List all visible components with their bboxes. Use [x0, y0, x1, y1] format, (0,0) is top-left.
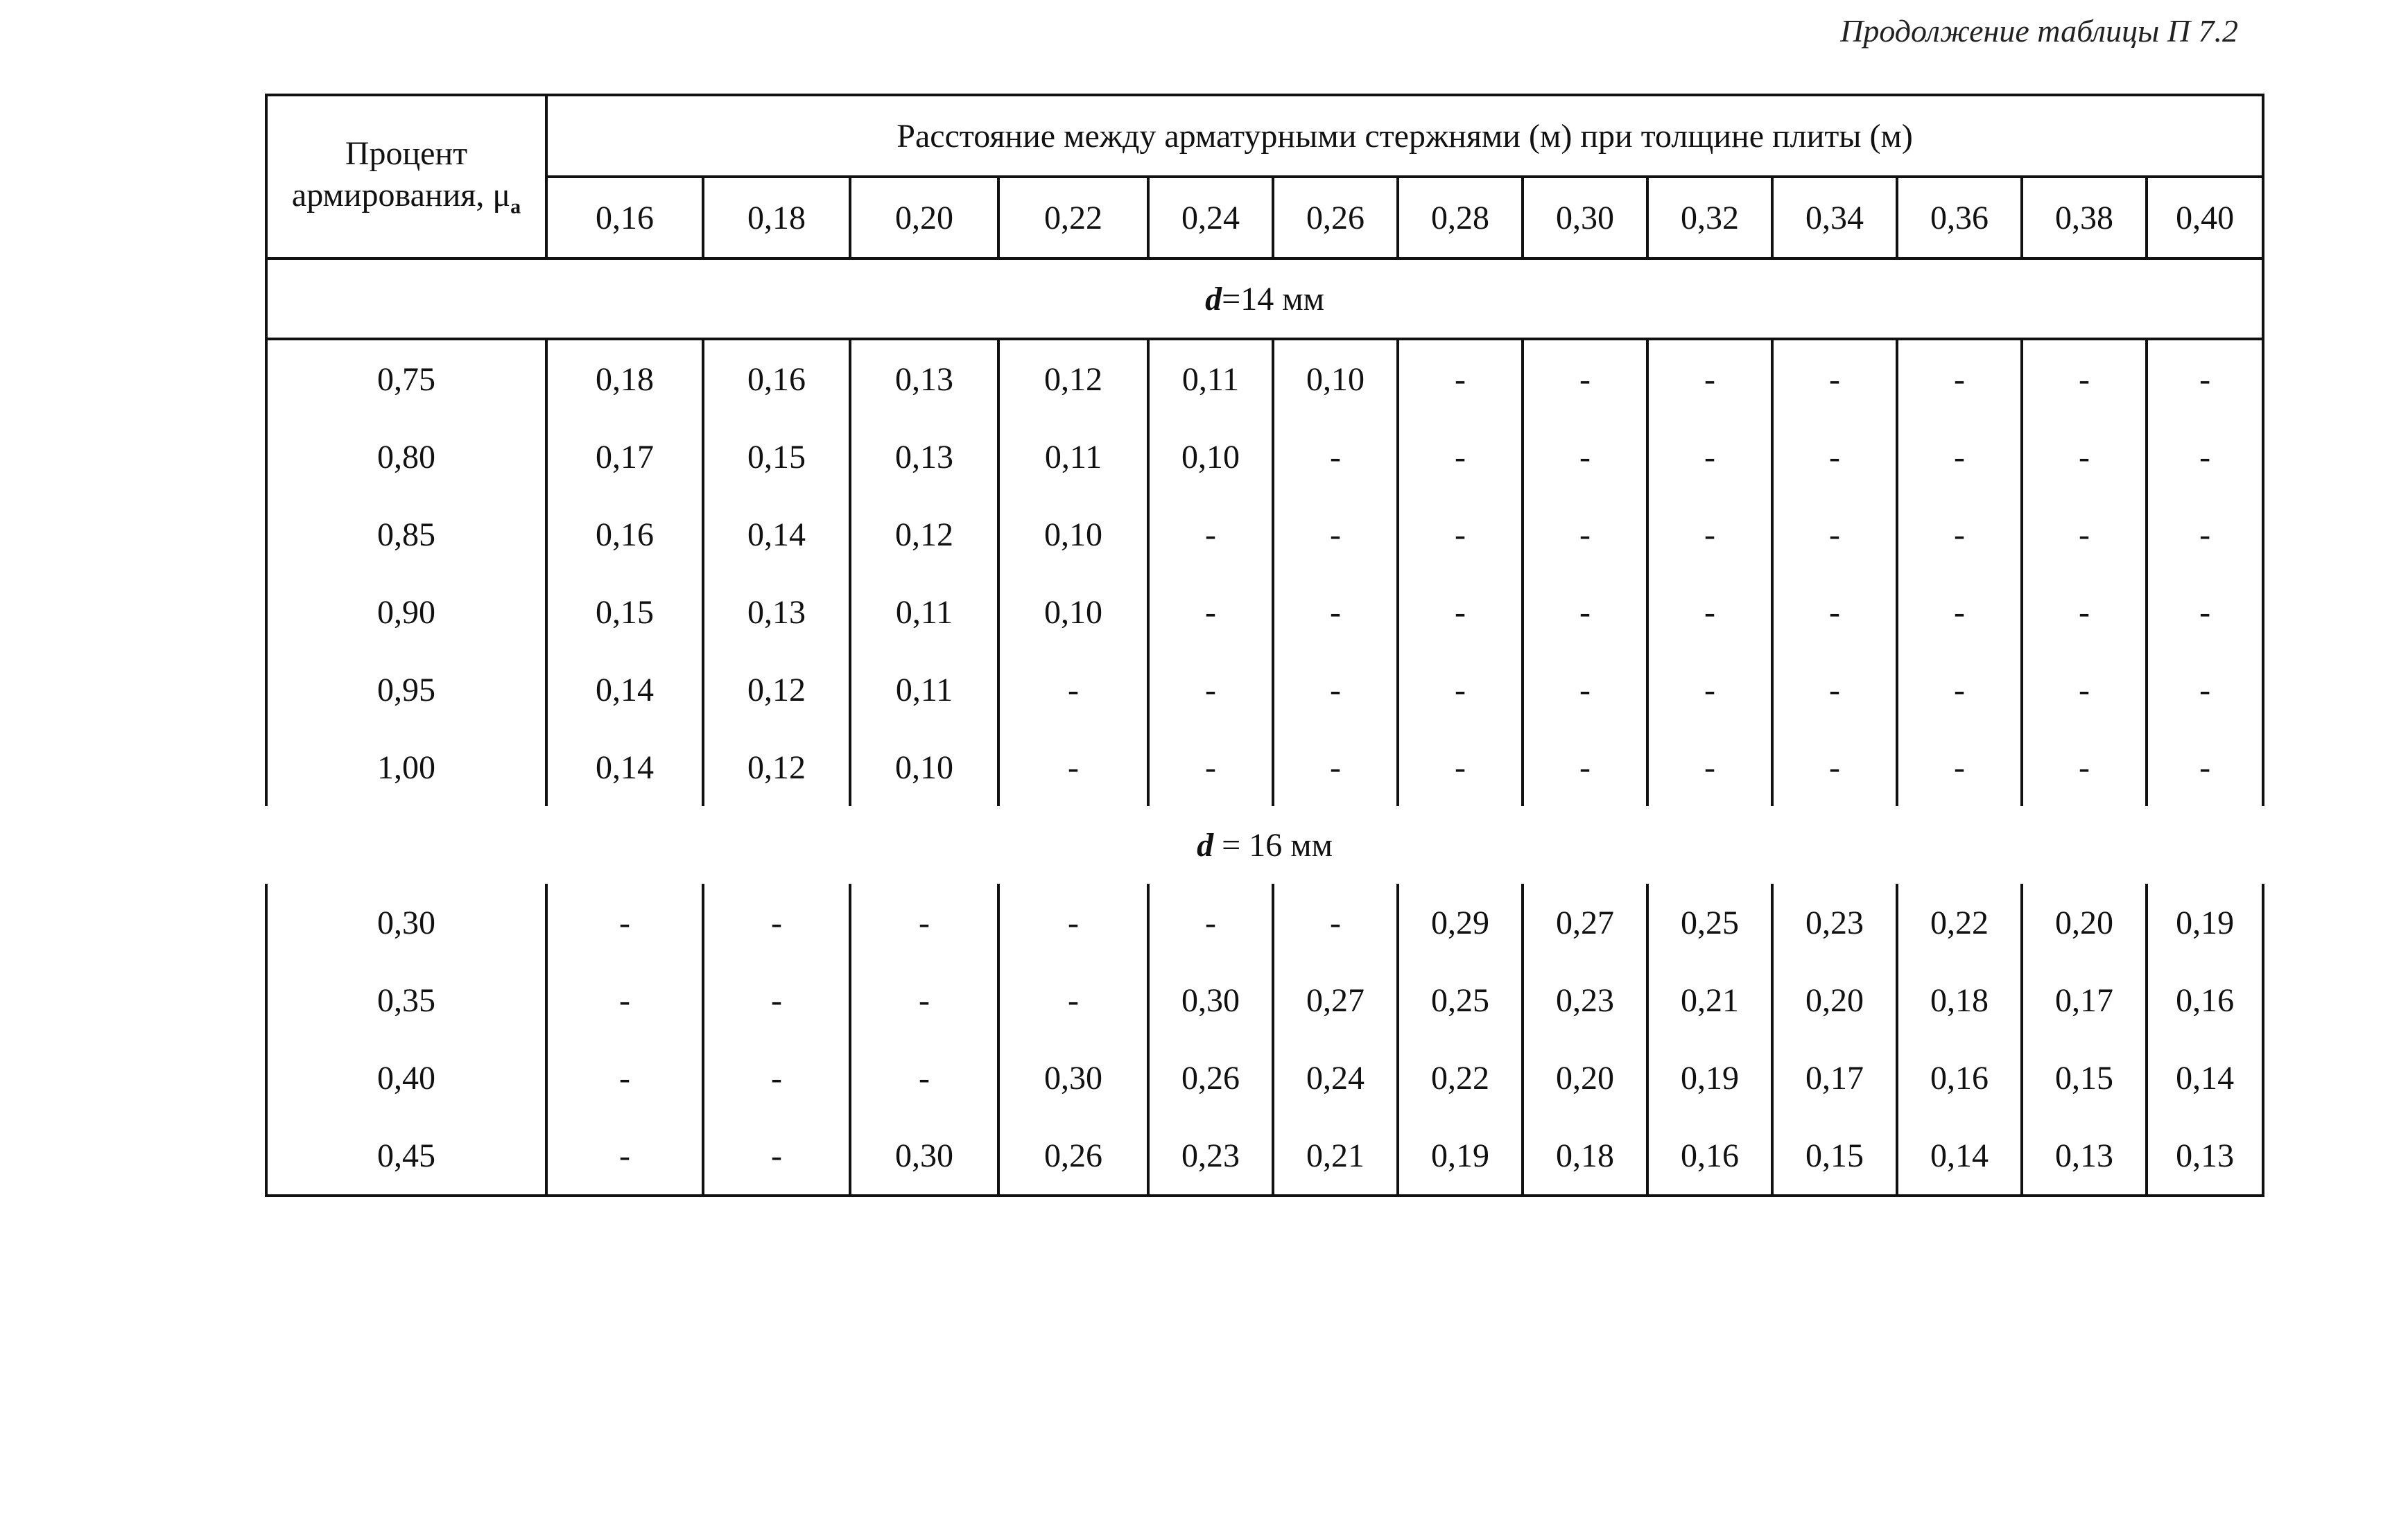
reinforcement-percent-cell: 0,75: [266, 339, 546, 418]
spacing-value-cell: -: [703, 1117, 850, 1196]
spacing-value-cell: 0,14: [546, 651, 703, 728]
table-row: [266, 884, 2263, 961]
spacing-value-cell: -: [1897, 573, 2022, 651]
spacing-value-cell: -: [2147, 496, 2263, 573]
reinforcement-percent-cell: 0,85: [266, 496, 546, 573]
spacing-value-cell: 0,22: [1398, 1039, 1523, 1117]
column-group-header: Расстояние между арматурными стержнями (м) при толщине плиты (м): [546, 95, 2263, 177]
spacing-value-cell: -: [1772, 339, 1897, 418]
spacing-value-cell: 0,16: [703, 339, 850, 418]
spacing-value-cell: 0,16: [1897, 1039, 2022, 1117]
spacing-value-cell: -: [850, 961, 998, 1039]
spacing-value-cell: -: [1647, 339, 1772, 418]
reinforcement-percent-cell: 0,45: [266, 1117, 546, 1196]
table-row: [266, 961, 2263, 1039]
spacing-value-cell: -: [1398, 496, 1523, 573]
spacing-value-cell: -: [1897, 496, 2022, 573]
spacing-value-cell: 0,25: [1398, 961, 1523, 1039]
spacing-value-cell: 0,18: [1897, 961, 2022, 1039]
reinforcement-percent-cell: 1,00: [266, 728, 546, 806]
reinforcement-spacing-table: [265, 94, 2264, 1197]
spacing-value-cell: 0,26: [998, 1117, 1148, 1196]
spacing-value-cell: -: [1772, 418, 1897, 496]
spacing-value-cell: 0,16: [546, 496, 703, 573]
spacing-value-cell: 0,20: [2022, 884, 2147, 961]
spacing-value-cell: 0,18: [546, 339, 703, 418]
spacing-value-cell: -: [850, 1039, 998, 1117]
spacing-value-cell: 0,20: [1772, 961, 1897, 1039]
spacing-value-cell: -: [2147, 651, 2263, 728]
spacing-value-cell: -: [546, 1117, 703, 1196]
spacing-value-cell: 0,13: [2147, 1117, 2263, 1196]
spacing-value-cell: -: [1273, 418, 1398, 496]
thickness-header-cell: 0,18: [703, 177, 850, 259]
spacing-value-cell: -: [1772, 573, 1897, 651]
spacing-value-cell: 0,12: [703, 651, 850, 728]
spacing-value-cell: 0,17: [1772, 1039, 1897, 1117]
thickness-header-cell: 0,36: [1897, 177, 2022, 259]
spacing-value-cell: -: [998, 961, 1148, 1039]
spacing-value-cell: 0,10: [998, 573, 1148, 651]
spacing-value-cell: -: [1398, 651, 1523, 728]
reinforcement-percent-cell: 0,95: [266, 651, 546, 728]
spacing-value-cell: 0,13: [850, 339, 998, 418]
spacing-value-cell: -: [1523, 651, 1647, 728]
section-label-variable: d: [1197, 826, 1214, 864]
spacing-value-cell: 0,12: [850, 496, 998, 573]
section-label-variable: d: [1205, 280, 1222, 317]
spacing-value-cell: 0,11: [850, 573, 998, 651]
spacing-value-cell: -: [1897, 728, 2022, 806]
spacing-value-cell: -: [1148, 884, 1273, 961]
section-header-row: [266, 806, 2263, 884]
section-label: [266, 806, 2263, 884]
spacing-value-cell: 0,12: [703, 728, 850, 806]
spacing-value-cell: -: [1897, 651, 2022, 728]
spacing-value-cell: -: [1647, 418, 1772, 496]
spacing-value-cell: -: [2022, 573, 2147, 651]
spacing-value-cell: -: [998, 728, 1148, 806]
spacing-value-cell: 0,26: [1148, 1039, 1273, 1117]
row-header-line2: армирования, μ: [291, 177, 511, 214]
thickness-header-row: [266, 177, 2263, 259]
thickness-header-cell: 0,20: [850, 177, 998, 259]
spacing-value-cell: 0,30: [850, 1117, 998, 1196]
section-label-value: =14 мм: [1222, 280, 1324, 317]
spacing-value-cell: 0,30: [998, 1039, 1148, 1117]
spacing-value-cell: 0,10: [1273, 339, 1398, 418]
table-row: [266, 496, 2263, 573]
spacing-value-cell: 0,20: [1523, 1039, 1647, 1117]
reinforcement-percent-cell: 0,40: [266, 1039, 546, 1117]
spacing-value-cell: -: [703, 1039, 850, 1117]
spacing-value-cell: -: [1273, 651, 1398, 728]
spacing-value-cell: 0,19: [1398, 1117, 1523, 1196]
spacing-value-cell: 0,15: [1772, 1117, 1897, 1196]
spacing-value-cell: 0,24: [1273, 1039, 1398, 1117]
reinforcement-percent-cell: 0,90: [266, 573, 546, 651]
spacing-value-cell: -: [2147, 728, 2263, 806]
thickness-header-cell: 0,24: [1148, 177, 1273, 259]
reinforcement-percent-cell: 0,35: [266, 961, 546, 1039]
spacing-value-cell: 0,12: [998, 339, 1148, 418]
spacing-value-cell: 0,13: [703, 573, 850, 651]
spacing-value-cell: 0,15: [703, 418, 850, 496]
spacing-value-cell: 0,30: [1148, 961, 1273, 1039]
table-continuation-caption: Продолжение таблицы П 7.2: [1840, 13, 2238, 49]
spacing-value-cell: -: [703, 884, 850, 961]
spacing-value-cell: -: [1897, 339, 2022, 418]
spacing-value-cell: 0,11: [1148, 339, 1273, 418]
spacing-value-cell: -: [1273, 728, 1398, 806]
row-header-reinforcement-percent: [266, 95, 546, 259]
spacing-value-cell: -: [1772, 496, 1897, 573]
spacing-value-cell: -: [2022, 496, 2147, 573]
thickness-header-cell: 0,32: [1647, 177, 1772, 259]
spacing-value-cell: -: [1523, 728, 1647, 806]
thickness-header-cell: 0,34: [1772, 177, 1897, 259]
spacing-value-cell: -: [1647, 496, 1772, 573]
spacing-value-cell: -: [1772, 651, 1897, 728]
spacing-value-cell: 0,29: [1398, 884, 1523, 961]
spacing-value-cell: -: [2147, 418, 2263, 496]
spacing-value-cell: 0,14: [703, 496, 850, 573]
spacing-value-cell: 0,16: [1647, 1117, 1772, 1196]
spacing-value-cell: -: [1398, 573, 1523, 651]
table-row: [266, 418, 2263, 496]
spacing-value-cell: 0,13: [850, 418, 998, 496]
spacing-value-cell: -: [1273, 884, 1398, 961]
spacing-value-cell: 0,11: [998, 418, 1148, 496]
spacing-value-cell: -: [1148, 728, 1273, 806]
spacing-value-cell: -: [1148, 573, 1273, 651]
spacing-value-cell: -: [1398, 339, 1523, 418]
spacing-value-cell: -: [2022, 728, 2147, 806]
thickness-header-cell: 0,38: [2022, 177, 2147, 259]
spacing-value-cell: 0,17: [2022, 961, 2147, 1039]
spacing-value-cell: -: [546, 884, 703, 961]
spacing-value-cell: 0,14: [546, 728, 703, 806]
spacing-value-cell: -: [2022, 339, 2147, 418]
spacing-value-cell: -: [546, 1039, 703, 1117]
thickness-header-cell: 0,30: [1523, 177, 1647, 259]
spacing-value-cell: 0,15: [546, 573, 703, 651]
spacing-value-cell: 0,27: [1273, 961, 1398, 1039]
spacing-value-cell: 0,14: [2147, 1039, 2263, 1117]
table-row: [266, 1117, 2263, 1196]
spacing-value-cell: -: [2022, 651, 2147, 728]
spacing-value-cell: 0,10: [1148, 418, 1273, 496]
spacing-value-cell: 0,13: [2022, 1117, 2147, 1196]
spacing-value-cell: -: [2147, 573, 2263, 651]
spacing-value-cell: -: [703, 961, 850, 1039]
spacing-value-cell: -: [1148, 651, 1273, 728]
spacing-value-cell: 0,22: [1897, 884, 2022, 961]
spacing-value-cell: -: [1647, 573, 1772, 651]
row-header-line1: Процент: [345, 135, 468, 173]
thickness-header-cell: 0,40: [2147, 177, 2263, 259]
spacing-value-cell: -: [1398, 728, 1523, 806]
spacing-value-cell: 0,23: [1772, 884, 1897, 961]
thickness-header-cell: 0,16: [546, 177, 703, 259]
table-row: [266, 339, 2263, 418]
row-header-subscript: а: [510, 195, 521, 219]
spacing-value-cell: -: [850, 884, 998, 961]
spacing-value-cell: 0,10: [998, 496, 1148, 573]
spacing-value-cell: -: [998, 884, 1148, 961]
reinforcement-percent-cell: 0,30: [266, 884, 546, 961]
table-row: [266, 1039, 2263, 1117]
spacing-value-cell: 0,16: [2147, 961, 2263, 1039]
spacing-value-cell: -: [1523, 496, 1647, 573]
spacing-value-cell: 0,11: [850, 651, 998, 728]
table-row: [266, 573, 2263, 651]
spacing-value-cell: -: [1273, 573, 1398, 651]
table-row: [266, 651, 2263, 728]
spacing-value-cell: 0,23: [1523, 961, 1647, 1039]
spacing-value-cell: -: [1273, 496, 1398, 573]
spacing-value-cell: -: [1398, 418, 1523, 496]
spacing-value-cell: -: [546, 961, 703, 1039]
thickness-header-cell: 0,26: [1273, 177, 1398, 259]
spacing-value-cell: -: [2147, 339, 2263, 418]
table-row: [266, 728, 2263, 806]
spacing-value-cell: 0,17: [546, 418, 703, 496]
spacing-value-cell: -: [998, 651, 1148, 728]
spacing-value-cell: -: [1148, 496, 1273, 573]
spacing-value-cell: -: [1523, 573, 1647, 651]
spacing-value-cell: -: [1772, 728, 1897, 806]
thickness-header-cell: 0,28: [1398, 177, 1523, 259]
spacing-value-cell: 0,21: [1647, 961, 1772, 1039]
spacing-value-cell: -: [1647, 651, 1772, 728]
spacing-value-cell: 0,15: [2022, 1039, 2147, 1117]
spacing-value-cell: 0,18: [1523, 1117, 1647, 1196]
spacing-value-cell: 0,23: [1148, 1117, 1273, 1196]
spacing-value-cell: 0,27: [1523, 884, 1647, 961]
spacing-value-cell: -: [2022, 418, 2147, 496]
thickness-header-cell: 0,22: [998, 177, 1148, 259]
spacing-value-cell: 0,21: [1273, 1117, 1398, 1196]
spacing-value-cell: 0,25: [1647, 884, 1772, 961]
section-label-value: = 16 мм: [1213, 826, 1333, 864]
section-header-row: [266, 259, 2263, 339]
reinforcement-percent-cell: 0,80: [266, 418, 546, 496]
spacing-value-cell: 0,10: [850, 728, 998, 806]
spacing-value-cell: 0,19: [1647, 1039, 1772, 1117]
spacing-value-cell: -: [1647, 728, 1772, 806]
section-label: [266, 259, 2263, 339]
spacing-value-cell: 0,14: [1897, 1117, 2022, 1196]
spacing-value-cell: -: [1523, 418, 1647, 496]
spacing-value-cell: -: [1523, 339, 1647, 418]
spacing-value-cell: 0,19: [2147, 884, 2263, 961]
spacing-value-cell: -: [1897, 418, 2022, 496]
